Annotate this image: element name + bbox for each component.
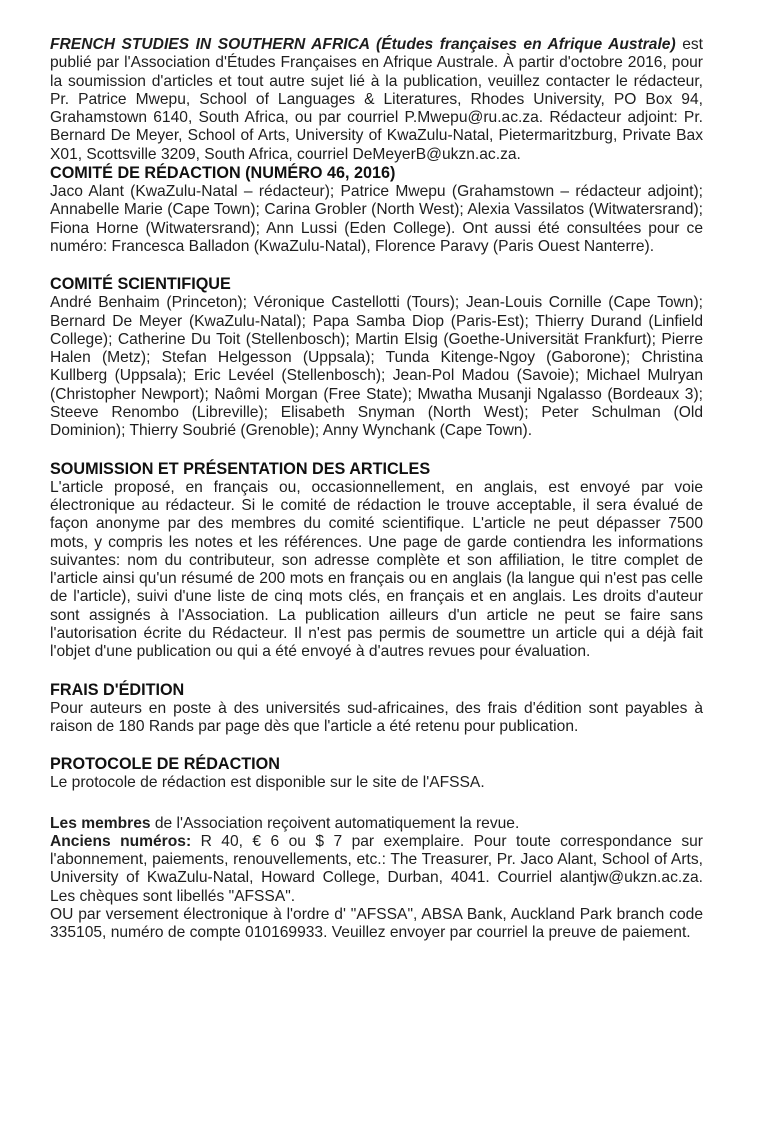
section-heading: FRAIS D'ÉDITION [50, 680, 185, 699]
members-lead: Les membres [50, 814, 151, 832]
section-heading: PROTOCOLE DE RÉDACTION [50, 755, 280, 774]
section-editorial-protocol [50, 755, 703, 792]
back-issues-lead: Anciens numéros: [50, 832, 192, 850]
section-heading: SOUMISSION ET PRÉSENTATION DES ARTICLES [50, 459, 431, 478]
intro-paragraph [50, 36, 703, 164]
section-editing-fees [50, 681, 703, 737]
section-body: Le protocole de rédaction est disponible sur le site de l'AFSSA. [50, 774, 485, 792]
intro-text: est publié par l'Association d'Études Françaises en Afrique Australe. À partir d'octobre 2016, pour la soumission d'articles et tout autre sujet lié à la publication, veuillez contacter le rédacteur, Pr. Patrice Mwepu, School of Languages & Literatures, Rhodes University, PO Box 94, Grahamstown 6140, South Africa, ou par courriel P.Mwepu@ru.ac.za. Rédacteur adjoint: Pr. Bernard De Meyer, School of Arts, University of KwaZulu-Natal, Pietermaritzburg, Private Bax X01, Scottsville 3209, South Africa, courriel DeMeyerB@ukzn.ac.za. [50, 36, 703, 163]
journal-title: FRENCH STUDIES IN SOUTHERN AFRICA (Études françaises en Afrique Australe) [50, 36, 676, 53]
section-heading: COMITÉ SCIENTIFIQUE [50, 275, 231, 294]
transfer-paragraph: OU par versement électronique à l'ordre d' "AFSSA", ABSA Bank, Auckland Park branch code 335105, numéro de compte 010169933. Veuillez envoyer par courriel la preuve de paiement. [50, 905, 703, 942]
section-submission [50, 460, 703, 662]
section-body: Pour auteurs en poste à des universités sud-africaines, des frais d'édition sont payables à raison de 180 Rands par page dès que l'article a été retenu pour publication. [50, 699, 703, 735]
back-issues-paragraph [50, 833, 703, 906]
section-heading: COMITÉ DE RÉDACTION (NUMÉRO 46, 2016) [50, 164, 396, 183]
section-body: Jaco Alant (KwaZulu-Natal – rédacteur); Patrice Mwepu (Grahamstown – rédacteur adjoint); Annabelle Marie (Cape Town); Carina Grobler (North West); Alexia Vassilatos (Witwatersrand); Fiona Horne (Witwatersrand); Ann Lussi (Eden College). Ont aussi été consultées pour ce numéro: Francesca Balladon (KwaZulu-Natal), Florence Paravy (Paris Ouest Nanterre). [50, 183, 703, 255]
section-body: L'article proposé, en français ou, occasionnellement, en anglais, est envoyé par voie électronique au rédacteur. Si le comité de rédaction le trouve acceptable, il sera évalué de façon anonyme par des membres du comité scientifique. L'article ne peut dépasser 7500 mots, y compris les notes et les références. Une page de garde contiendra les informations suivantes: nom du contributeur, son adresse complète et son affiliation, le titre complet de l'article ainsi qu'un résumé de 200 mots en français ou en anglais (la langue qui n'est pas celle de l'article), suivi d'une liste de cinq mots clés, en français et en anglais. Les droits d'auteur sont assignés à l'Association. La publication ailleurs d'un article ne peut se faire sans l'autorisation écrite du Rédacteur. Il n'est pas permis de soumettre un article qui a déjà fait l'objet d'une publication ou qui a été envoyé à d'autres revues pour évaluation. [50, 478, 703, 661]
back-issues-text: R 40, € 6 ou $ 7 par exemplaire. Pour toute correspondance sur l'abonnement, paiements, renouvellements, etc.: The Treasurer, Pr. Jaco Alant, School of Arts, University of KwaZulu-Natal, Howard College, Durban, 4041. Courriel alantjw@ukzn.ac.za. Les chèques sont libellés "AFSSA". [50, 832, 703, 905]
section-editorial-board [50, 164, 703, 256]
section-body: André Benhaim (Princeton); Véronique Castellotti (Tours); Jean-Louis Cornille (Cape Town); Bernard De Meyer (KwaZulu-Natal); Papa Samba Diop (Paris-Est); Thierry Durand (Linfield College); Catherine Du Toit (Stellenbosch); Martin Elsig (Goethe-Universität Frankfurt); Pierre Halen (Metz); Stefan Helgesson (Uppsala); Tunda Kitenge-Ngoy (Gaborone); Christina Kullberg (Uppsala); Eric Levéel (Stellenbosch); Jean-Pol Madou (Savoie); Michael Mulryan (Christopher Newport); Naômi Morgan (Free State); Mwatha Musanji Ngalasso (Bordeaux 3); Steeve Renombo (Libreville); Elisabeth Snyman (North West); Peter Schulman (Old Dominion); Thierry Soubrié (Grenoble); Anny Wynchank (Cape Town). [50, 294, 703, 440]
members-paragraph [50, 815, 703, 833]
section-scientific-committee [50, 275, 703, 440]
document-page [50, 36, 703, 943]
footer-info [50, 815, 703, 943]
members-text: de l'Association reçoivent automatiquement la revue. [150, 814, 520, 832]
